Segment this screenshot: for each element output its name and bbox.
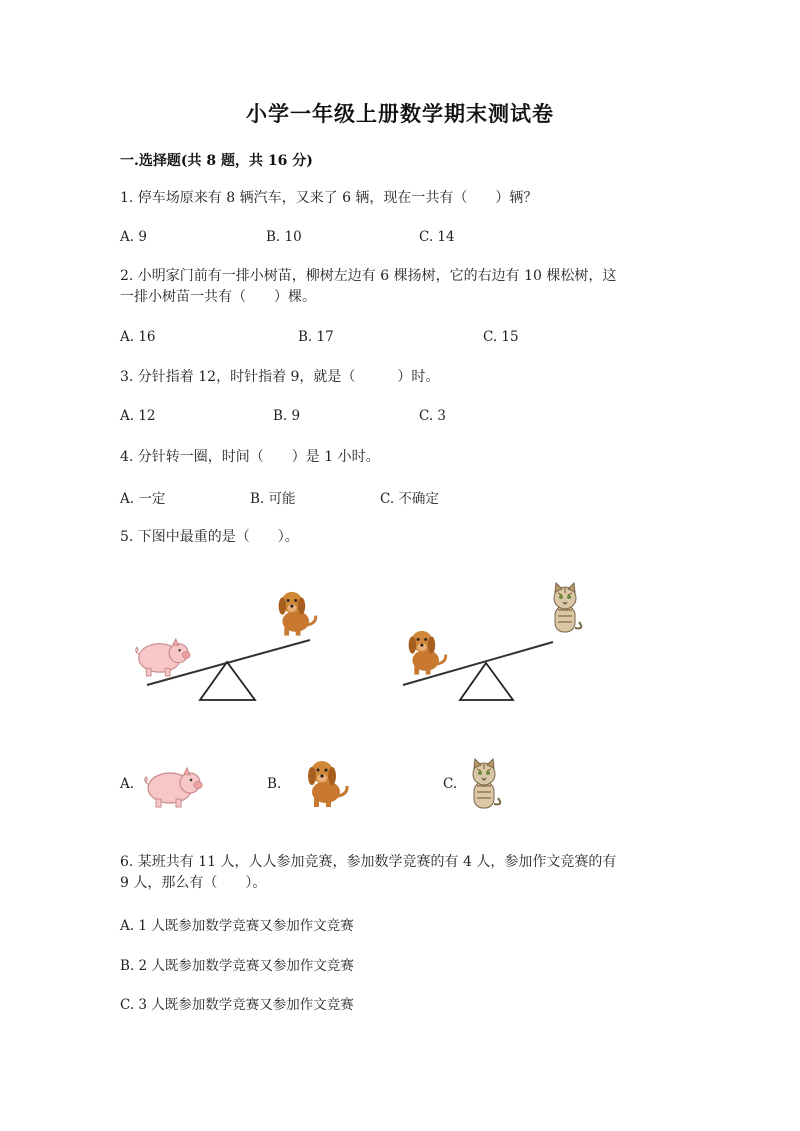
pig-icon — [136, 639, 190, 676]
cat-icon — [554, 583, 581, 632]
q1-option-a[interactable]: A. 9 — [120, 229, 147, 245]
question-2-line-1: 2. 小明家门前有一排小树苗，柳树左边有 6 棵扬树，它的右边有 10 棵松树，这 — [120, 268, 617, 284]
question-6-line-1: 6. 某班共有 11 人，人人参加竞赛，参加数学竞赛的有 4 人，参加作文竞赛的有 — [120, 854, 617, 870]
q6-option-a[interactable]: A. 1 人既参加数学竞赛又参加作文竞赛 — [120, 918, 354, 934]
question-4: 4. 分针转一圈，时间（ ）是 1 小时。 — [120, 449, 380, 465]
q2-option-a[interactable]: A. 16 — [120, 329, 156, 345]
dog-icon[interactable] — [300, 758, 350, 808]
q5-option-a[interactable]: A. — [120, 776, 135, 792]
pig-icon[interactable] — [142, 766, 204, 810]
q3-option-b[interactable]: B. 9 — [273, 408, 301, 424]
section-heading: 一.选择题(共 8 题，共 16 分) — [120, 153, 313, 169]
seesaw-figure-left — [125, 582, 335, 707]
q3-option-a[interactable]: A. 12 — [120, 408, 156, 424]
q5-option-b[interactable]: B. — [267, 776, 282, 792]
page-title: 小学一年级上册数学期末测试卷 — [246, 101, 554, 126]
q5-option-c[interactable]: C. — [443, 776, 458, 792]
q2-option-c[interactable]: C. 15 — [483, 329, 519, 345]
q1-option-b[interactable]: B. 10 — [266, 229, 302, 245]
q4-option-b[interactable]: B. 可能 — [250, 491, 296, 507]
q2-option-b[interactable]: B. 17 — [298, 329, 334, 345]
question-5: 5. 下图中最重的是（ ）。 — [120, 529, 299, 545]
question-6-line-2: 9 人，那么有（ ）。 — [120, 875, 267, 891]
q6-option-c[interactable]: C. 3 人既参加数学竞赛又参加作文竞赛 — [120, 997, 354, 1013]
question-1: 1. 停车场原来有 8 辆汽车，又来了 6 辆，现在一共有（ ）辆？ — [120, 190, 538, 206]
seesaw-figure-right — [393, 580, 593, 707]
question-2-line-2: 一排小树苗一共有（ ）棵。 — [120, 289, 316, 305]
dog-icon — [409, 631, 446, 675]
question-3: 3. 分针指着 12，时针指着 9，就是（ ）时。 — [120, 369, 440, 385]
q4-option-c[interactable]: C. 不确定 — [380, 491, 439, 507]
q6-option-b[interactable]: B. 2 人既参加数学竞赛又参加作文竞赛 — [120, 958, 354, 974]
q1-option-c[interactable]: C. 14 — [419, 229, 455, 245]
q3-option-c[interactable]: C. 3 — [419, 408, 447, 424]
dog-icon — [279, 592, 316, 636]
q4-option-a[interactable]: A. 一定 — [120, 491, 166, 507]
cat-icon[interactable] — [464, 758, 504, 810]
